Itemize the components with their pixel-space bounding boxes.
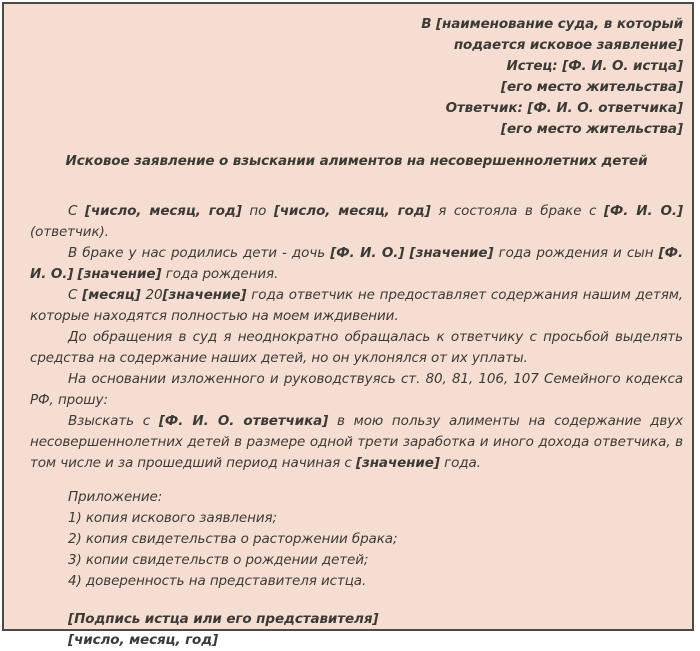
attachment-item-2: 2) копия свидетельства о расторжении брака;: [68, 531, 398, 547]
date-line: [число, месяц, год]: [68, 632, 219, 648]
attachment-item-3: 3) копии свидетельств о рождении детей;: [68, 552, 369, 568]
paragraph-claim-request: Взыскать с [Ф. И. О. ответчика] в мою пользу алименты на содержание двух несовершеннолетних детей в размере одной трети заработка и иного дохода ответчика, в том числе и за прошедший период начиная с [значение] года.: [30, 413, 683, 471]
paragraph-legal-basis: На основании изложенного и руководствуясь ст. 80, 81, 106, 107 Семейного кодекса РФ, прошу:: [30, 371, 683, 408]
defendant-name-line: Ответчик: [Ф. И. О. ответчика]: [445, 100, 683, 116]
paragraph-no-support: С [месяц] 20[значение] года ответчик не предоставляет содержания нашим детям, которые находятся полностью на моем иждивении.: [30, 287, 683, 324]
document-title: Исковое заявление о взыскании алиментов на несовершеннолетних детей: [65, 153, 648, 169]
attachments-section: [30, 487, 683, 592]
court-name-placeholder-line-1: В [наименование суда, в который: [421, 16, 683, 32]
attachment-item-1: 1) копия искового заявления;: [68, 510, 277, 526]
defendant-address-line: [его место жительства]: [500, 121, 683, 137]
signature-block: [30, 609, 683, 651]
attachment-item-4: 4) доверенность на представителя истца.: [68, 573, 367, 589]
paragraph-prior-requests: До обращения в суд я неоднократно обращалась к ответчику с просьбой выделять средства на содержание наших детей, но он уклонялся от их уплаты.: [30, 329, 683, 366]
paragraph-marriage-period: С [число, месяц, год] по [число, месяц, год] я состояла в браке с [Ф. И. О.] (ответчик).: [30, 203, 683, 240]
signature-line: [Подпись истца или его представителя]: [68, 611, 379, 627]
claim-document: [2, 2, 694, 648]
court-header-block: [30, 14, 683, 140]
plaintiff-address-line: [его место жительства]: [500, 79, 683, 95]
court-name-placeholder-line-2: подается исковое заявление]: [453, 37, 683, 53]
attachments-heading: Приложение:: [68, 489, 163, 505]
paragraph-children: В браке у нас родились дети - дочь [Ф. И. О.] [значение] года рождения и сын [Ф. И. О.] [значение] года рождения.: [30, 245, 683, 282]
document-body: [30, 201, 683, 474]
plaintiff-name-line: Истец: [Ф. И. О. истца]: [506, 58, 683, 74]
